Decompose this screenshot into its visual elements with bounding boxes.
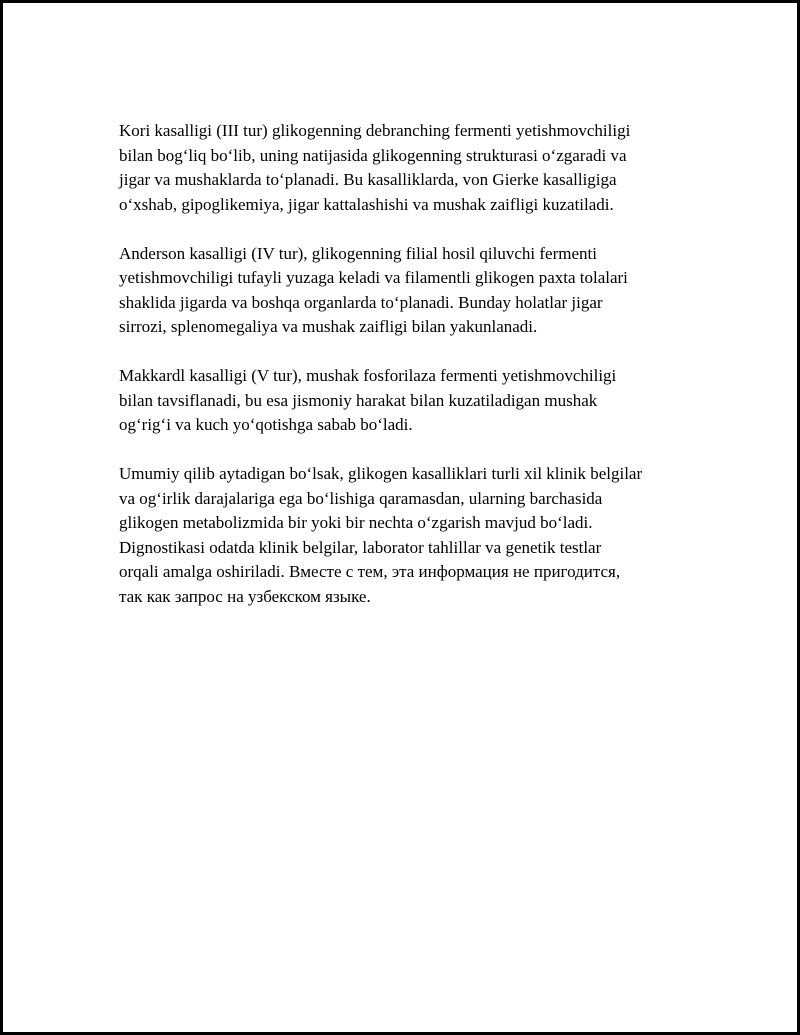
- document-body: [119, 119, 699, 634]
- paragraph-summary: Umumiy qilib aytadigan bo‘lsak, glikogen kasalliklari turli xil klinik belgilar va og‘irlik darajalariga ega bo‘lishiga qaramasdan, ularning barchasida glikogen metabolizmida bir yoki bir nechta o‘zgarish mavjud bo‘ladi. Dignostikasi odatda klinik belgilar, laborator tahlillar va genetik testlar orqali amalga oshiriladi. Вместе с тем, эта информация не пригодится, так как запрос на узбекском языке.: [119, 464, 643, 606]
- paragraph-mcardle-disease: Makkardl kasalligi (V tur), mushak fosforilaza fermenti yetishmovchiligi bilan tavsiflanadi, bu esa jismoniy harakat bilan kuzatiladigan mushak og‘rig‘i va kuch yo‘qotishga sabab bo‘ladi.: [119, 366, 617, 434]
- paragraph-kori-disease: Kori kasalligi (III tur) glikogenning debranching fermenti yetishmovchiligi bilan bog‘liq bo‘lib, uning natijasida glikogenning strukturasi o‘zgaradi va jigar va mushaklarda to‘planadi. Bu kasalliklarda, von Gierke kasalligiga o‘xshab, gipoglikemiya, jigar kattalashishi va mushak zaifligi kuzatiladi.: [119, 121, 631, 214]
- paragraph-anderson-disease: Anderson kasalligi (IV tur), glikogenning filial hosil qiluvchi fermenti yetishmovchiligi tufayli yuzaga keladi va filamentli glikogen paxta tolalari shaklida jigarda va boshqa organlarda to‘planadi. Bunday holatlar jigar sirrozi, splenomegaliya va mushak zaifligi bilan yakunlanadi.: [119, 243, 628, 336]
